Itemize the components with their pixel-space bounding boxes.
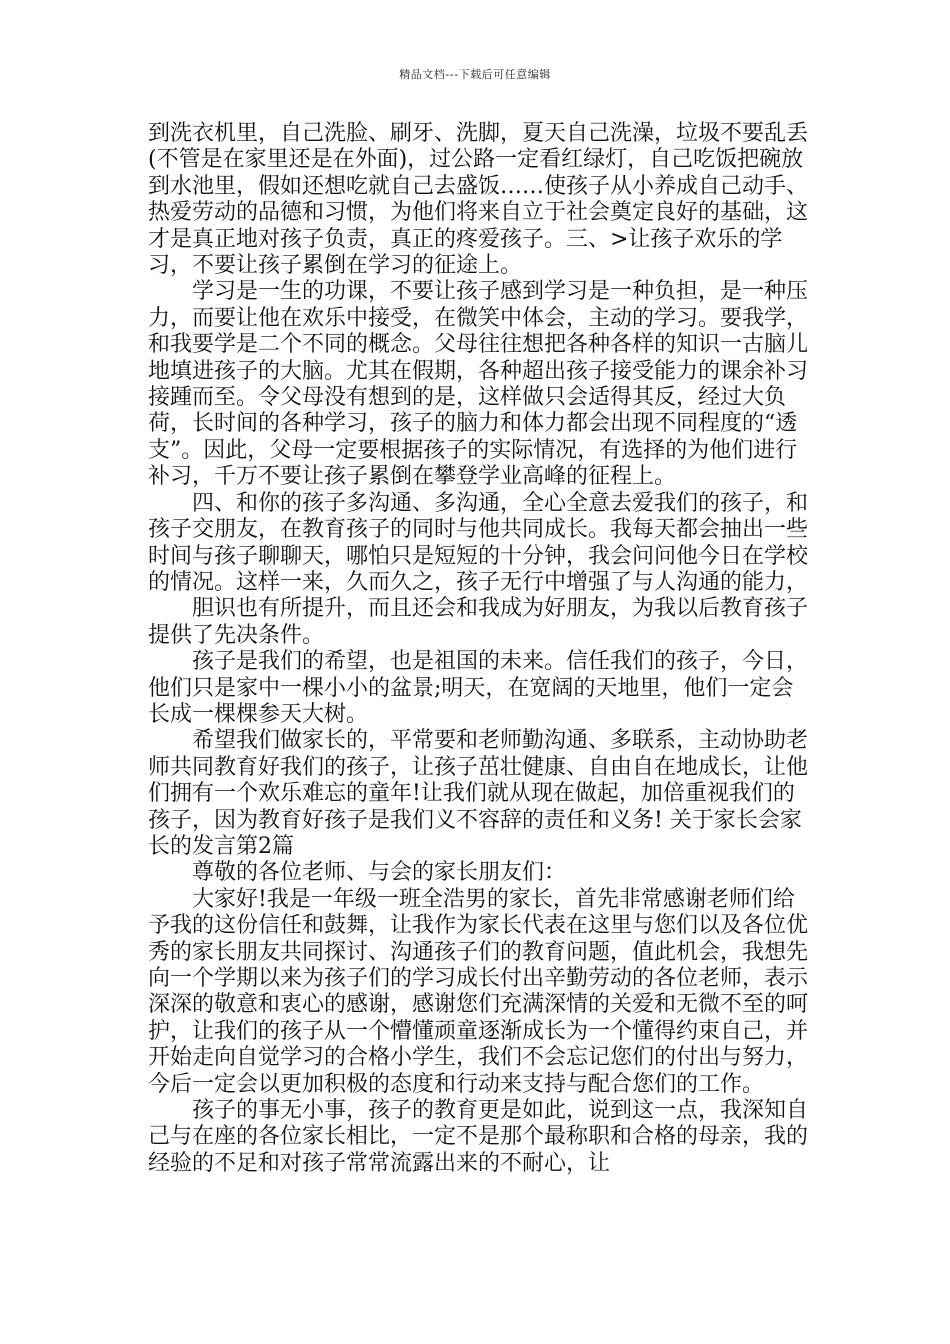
paragraph: 大家好!我是一年级一班全浩男的家长，首先非常感谢老师们给予我的这份信任和鼓舞，让我作为家长代表在这里与您们以及各位优秀的家长朋友共同探讨、沟通孩子们的教育问题，值此机会，我想先向一个学期以来为孩子们的学习成长付出辛勤劳动的各位老师，表示深深的敬意和衷心的感谢，感谢您们充满深情的关爱和无微不至的呵护，让我们的孩子从一个懵懂顽童逐渐成长为一个懂得约束自己，并开始走向自觉学习的合格小学生，我们不会忘记您们的付出与努力，今后一定会以更加积极的态度和行动来支持与配合您们的工作。 xyxy=(148,886,809,1097)
paragraph: 到洗衣机里，自己洗脸、刷牙、洗脚，夏天自己洗澡，垃圾不要乱丢(不管是在家里还是在外面)，过公路一定看红绿灯，自己吃饭把碗放到水池里，假如还想吃就自己去盛饭……使孩子从小养成自己动手、热爱劳动的品德和习惯，为他们将来自立于社会奠定良好的基础，这才是真正地对孩子负责，真正的疼爱孩子。三、>让孩子欢乐的学习，不要让孩子累倒在学习的征途上。 xyxy=(148,121,809,279)
paragraph: 孩子的事无小事，孩子的教育更是如此，说到这一点，我深知自己与在座的各位家长相比，一定不是那个最称职和合格的母亲，我的经验的不足和对孩子常常流露出来的不耐心，让 xyxy=(148,1098,809,1176)
document-body xyxy=(148,121,808,1177)
paragraph: 孩子是我们的希望，也是祖国的未来。信任我们的孩子，今日，他们只是家中一棵小小的盆景;明天，在宽阔的天地里，他们一定会长成一棵棵参天大树。 xyxy=(148,649,809,727)
paragraph: 四、和你的孩子多沟通、多沟通，全心全意去爱我们的孩子，和孩子交朋友，在教育孩子的同时与他共同成长。我每天都会抽出一些时间与孩子聊聊天，哪怕只是短短的十分钟，我会问问他今日在学校的情况。这样一来，久而久之，孩子无行中增强了与人沟通的能力， xyxy=(148,490,809,595)
paragraph: 胆识也有所提升，而且还会和我成为好朋友，为我以后教育孩子提供了先决条件。 xyxy=(148,596,809,648)
paragraph: 希望我们做家长的，平常要和老师勤沟通、多联系，主动协助老师共同教育好我们的孩子，让孩子茁壮健康、自由自在地成长，让他们拥有一个欢乐难忘的童年!让我们就从现在做起，加倍重视我们的孩子，因为教育好孩子是我们义不容辞的责任和义务! 关于家长会家长的发言第2篇 xyxy=(148,728,809,859)
paragraph: 学习是一生的功课，不要让孩子感到学习是一种负担，是一种压力，而要让他在欢乐中接受，在微笑中体会，主动的学习。要我学，和我要学是二个不同的概念。父母往往想把各种各样的知识一古脑儿地填进孩子的大脑。尤其在假期，各种超出孩子接受能力的课余补习接踵而至。令父母没有想到的是，这样做只会适得其反，经过大负荷，长时间的各种学习，孩子的脑力和体力都会出现不同程度的“透支”。因此，父母一定要根据孩子的实际情况，有选择的为他们进行补习，千万不要让孩子累倒在攀登学业高峰的征程上。 xyxy=(148,279,809,490)
salutation: 尊敬的各位老师、与会的家长朋友们： xyxy=(192,860,567,886)
page-header: 精品文档---下载后可任意编辑 xyxy=(399,68,551,81)
